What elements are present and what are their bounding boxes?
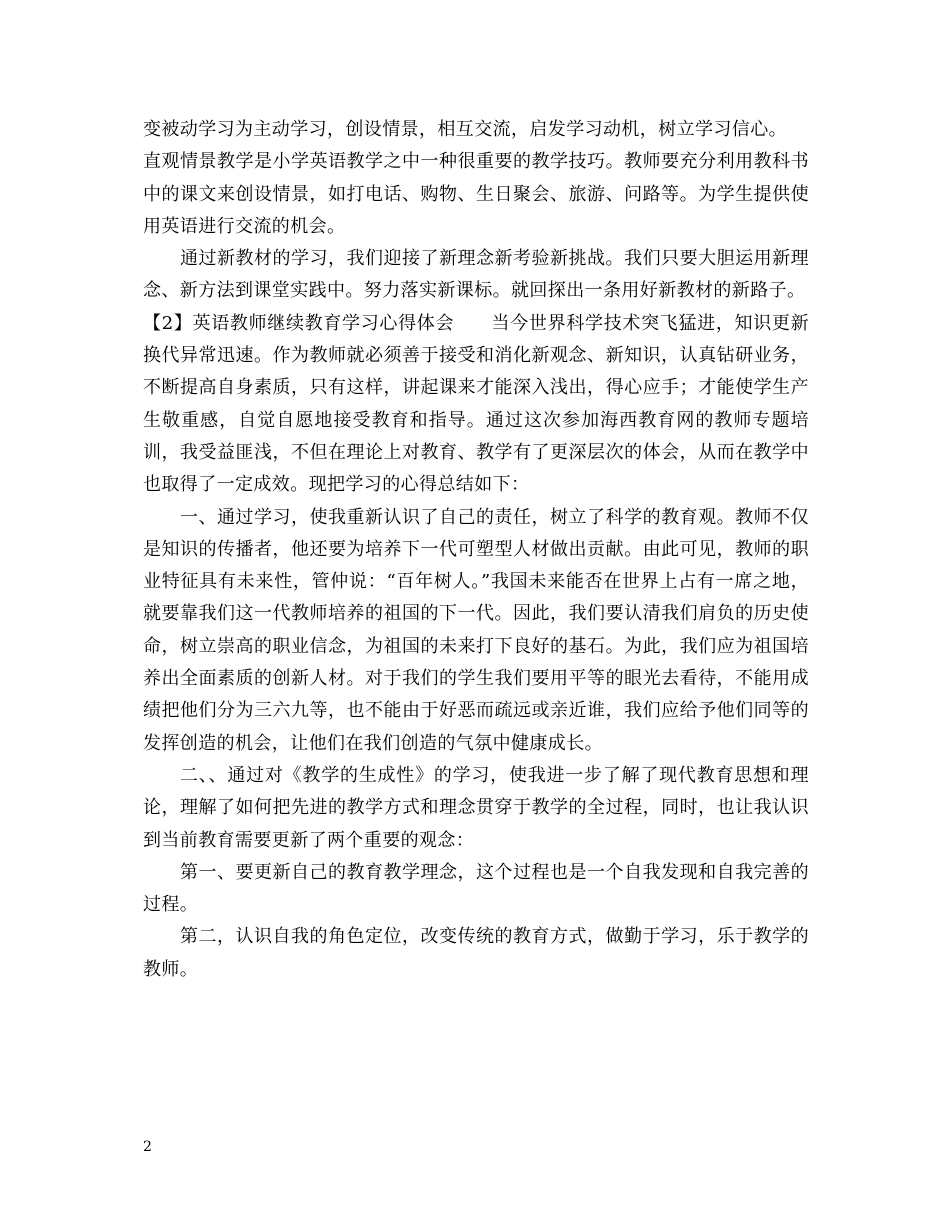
paragraph-8: 第二，认识自我的角色定位，改变传统的教育方式，做勤于学习，乐于教学的教师。 bbox=[143, 926, 809, 980]
paragraph-6: 二、、通过对《教学的生成性》的学习，使我进一步了解了现代教育思想和理论，理解了如何把先进的教学方式和理念贯穿于教学的全过程，同时，也让我认识到当前教育需要更新了两个重要的观念： bbox=[143, 764, 809, 851]
paragraph-2: 直观情景教学是小学英语教学之中一种很重要的教学技巧。教师要充分利用教科书中的课文来创设情景，如打电话、购物、生日聚会、旅游、问路等。为学生提供使用英语进行交流的机会。 bbox=[143, 151, 809, 237]
paragraph-3: 通过新教材的学习，我们迎接了新理念新考验新挑战。我们只要大胆运用新理念、新方法到课堂实践中。努力落实新课标。就回探出一条用好新教材的新路子。 bbox=[143, 248, 809, 302]
document-body bbox=[143, 114, 809, 986]
paragraph-1: 变被动学习为主动学习，创设情景，相互交流，启发学习动机，树立学习信心。 bbox=[143, 119, 787, 140]
paragraph-4: 【2】英语教师继续教育学习心得体会 当今世界科学技术突飞猛进，知识更新换代异常迅速。作为教师就必须善于接受和消化新观念、新知识，认真钻研业务，不断提高自身素质，只有这样，讲起课来才能深入浅出，得心应手；才能使学生产生敬重感，自觉自愿地接受教育和指导。通过这次参加海西教育网的教师专题培训，我受益匪浅，不但在理论上对教育、教学有了更深层次的体会，从而在教学中也取得了一定成效。现把学习的心得总结如下： bbox=[143, 312, 809, 496]
paragraph-7: 第一、要更新自己的教育教学理念，这个过程也是一个自我发现和自我完善的过程。 bbox=[143, 861, 809, 916]
page-number: 2 bbox=[143, 1139, 152, 1155]
paragraph-5: 一、通过学习，使我重新认识了自己的责任，树立了科学的教育观。教师不仅是知识的传播者，他还要为培养下一代可塑型人材做出贡献。由此可见，教师的职业特征具有未来性，管仲说：“百年树人。”我国未来能否在世界上占有一席之地，就要靠我们这一代教师培养的祖国的下一代。因此，我们要认清我们肩负的历史使命，树立崇高的职业信念，为祖国的未来打下良好的基石。为此，我们应为祖国培养出全面素质的创新人材。对于我们的学生我们要用平等的眼光去看待，不能用成绩把他们分为三六九等，也不能由于好恶而疏远或亲近谁，我们应给予他们同等的发挥创造的机会，让他们在我们创造的气氛中健康成长。 bbox=[143, 506, 809, 754]
